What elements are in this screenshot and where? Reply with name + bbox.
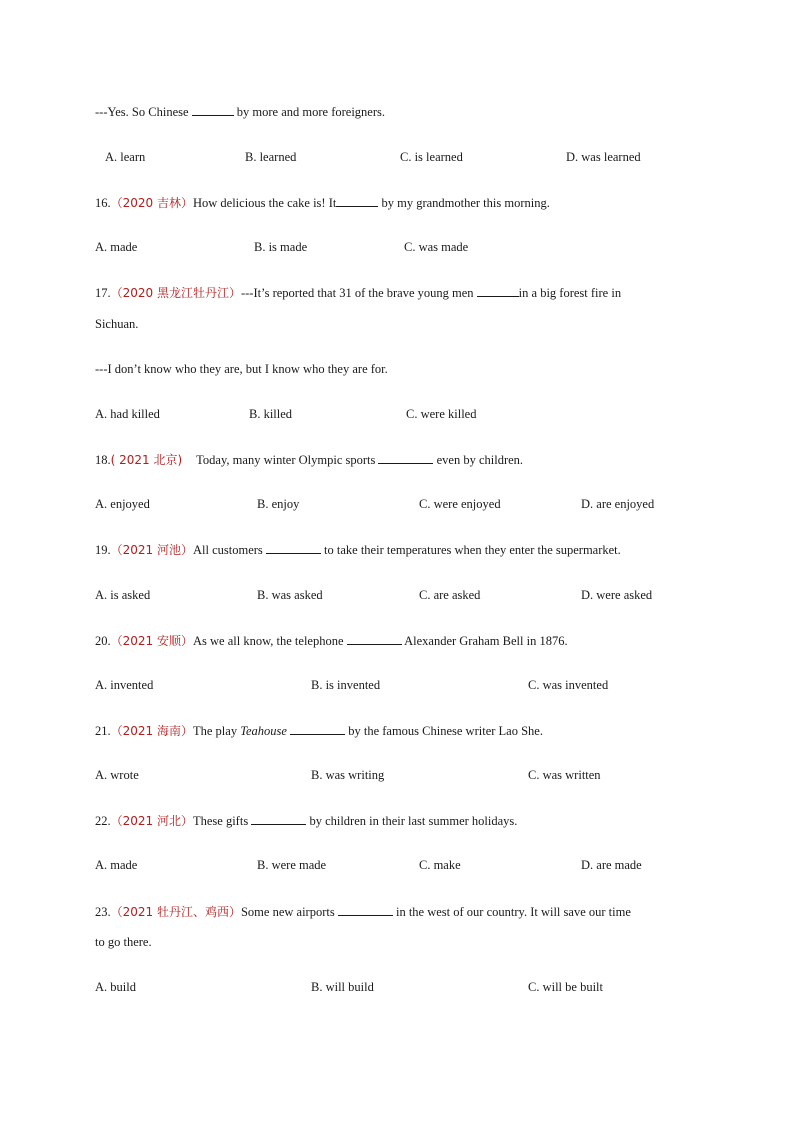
- question-22: 22.（2021 河北）These gifts by children in their last summer holidays.: [95, 814, 518, 828]
- option-b[interactable]: B. will build: [311, 980, 374, 994]
- option-c[interactable]: C. was made: [404, 240, 469, 254]
- question-source: ( 2021 北京): [110, 453, 183, 467]
- question-17: 17.（2020 黑龙江牡丹江）---It’s reported that 31 of the brave young men in a big forest fire in: [95, 286, 622, 300]
- option-a[interactable]: A. learn: [105, 150, 146, 164]
- option-c[interactable]: C. make: [419, 858, 461, 872]
- question-17-line2: Sichuan.: [95, 317, 139, 331]
- answer-blank: [290, 722, 345, 735]
- option-d[interactable]: D. was learned: [566, 150, 641, 164]
- question-number: 19.: [95, 543, 111, 557]
- answer-blank: [192, 103, 234, 116]
- question-21: 21.（2021 海南）The play Teahouse by the famous Chinese writer Lao She.: [95, 724, 543, 738]
- option-d[interactable]: D. are made: [581, 858, 642, 872]
- option-a[interactable]: A. build: [95, 980, 136, 994]
- question-20: 20.（2021 安顺）As we all know, the telephone Alexander Graham Bell in 1876.: [95, 634, 568, 648]
- question-source: （2021 海南）: [110, 724, 193, 738]
- question-16: 16.（2020 吉林）How delicious the cake is! It by my grandmother this morning.: [95, 196, 550, 210]
- question-number: 23.: [95, 905, 111, 919]
- question-number: 17.: [95, 286, 111, 300]
- option-c[interactable]: C. was written: [528, 768, 601, 782]
- option-b[interactable]: B. is invented: [311, 678, 381, 692]
- option-c[interactable]: C. were enjoyed: [419, 497, 501, 511]
- question-source: （2020 吉林）: [110, 196, 193, 210]
- option-a[interactable]: A. wrote: [95, 768, 139, 782]
- play-title: Teahouse: [240, 724, 287, 738]
- option-c[interactable]: C. is learned: [400, 150, 463, 164]
- question-source: （2021 牡丹江、鸡西）: [110, 905, 241, 919]
- question-number: 16.: [95, 196, 111, 210]
- option-d[interactable]: D. are enjoyed: [581, 497, 655, 511]
- question-source: （2021 河北）: [110, 814, 193, 828]
- option-b[interactable]: B. learned: [245, 150, 297, 164]
- option-a[interactable]: A. is asked: [95, 588, 151, 602]
- question-number: 18.: [95, 453, 111, 467]
- answer-blank: [347, 632, 402, 645]
- option-c[interactable]: C. were killed: [406, 407, 477, 421]
- option-a[interactable]: A. invented: [95, 678, 154, 692]
- question-number: 21.: [95, 724, 111, 738]
- answer-blank: [378, 451, 433, 464]
- answer-blank: [336, 194, 378, 207]
- question-source: （2020 黑龙江牡丹江）: [110, 286, 241, 300]
- question-17-reply: ---I don’t know who they are, but I know who they are for.: [95, 362, 388, 376]
- question-19: 19.（2021 河池）All customers to take their temperatures when they enter the supermarket.: [95, 543, 621, 557]
- option-a[interactable]: A. made: [95, 240, 138, 254]
- question-source: （2021 安顺）: [110, 634, 193, 648]
- question-number: 22.: [95, 814, 111, 828]
- option-c[interactable]: C. are asked: [419, 588, 481, 602]
- option-b[interactable]: B. is made: [254, 240, 308, 254]
- option-c[interactable]: C. was invented: [528, 678, 609, 692]
- option-b[interactable]: B. was writing: [311, 768, 385, 782]
- question-23: 23.（2021 牡丹江、鸡西）Some new airports in the west of our country. It will save our time: [95, 905, 631, 919]
- answer-blank: [338, 903, 393, 916]
- option-c[interactable]: C. will be built: [528, 980, 603, 994]
- question-18: 18.( 2021 北京) Today, many winter Olympic sports even by children.: [95, 453, 524, 467]
- option-b[interactable]: B. was asked: [257, 588, 323, 602]
- q15-stem: ---Yes. So Chinese by more and more foreigners.: [95, 105, 385, 119]
- question-source: （2021 河池）: [110, 543, 193, 557]
- answer-blank: [266, 541, 321, 554]
- option-d[interactable]: D. were asked: [581, 588, 653, 602]
- option-b[interactable]: B. enjoy: [257, 497, 300, 511]
- option-a[interactable]: A. made: [95, 858, 138, 872]
- option-a[interactable]: A. enjoyed: [95, 497, 150, 511]
- option-a[interactable]: A. had killed: [95, 407, 160, 421]
- answer-blank: [477, 284, 519, 297]
- option-b[interactable]: B. killed: [249, 407, 293, 421]
- question-number: 20.: [95, 634, 111, 648]
- question-23-line2: to go there.: [95, 935, 152, 949]
- option-b[interactable]: B. were made: [257, 858, 327, 872]
- answer-blank: [251, 812, 306, 825]
